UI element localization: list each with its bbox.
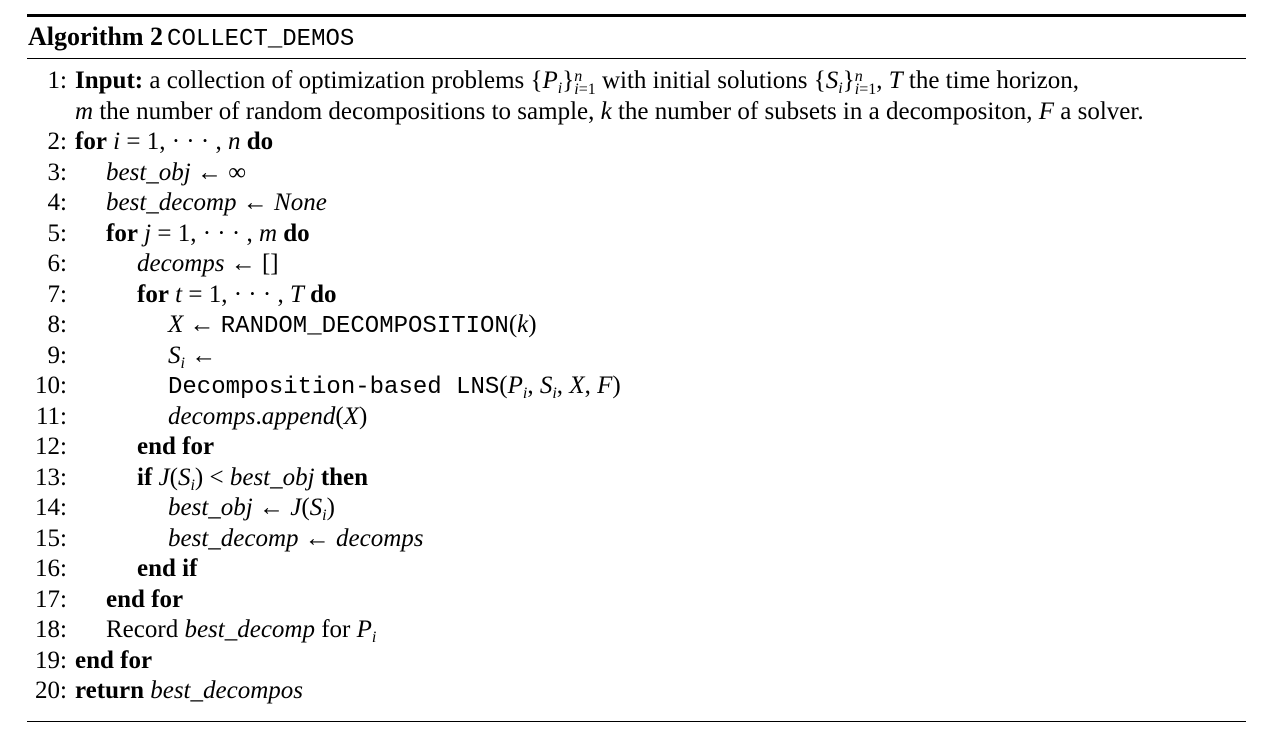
line-content: best_obj ← ∞ — [106, 158, 247, 186]
line-content: if $J(S_i)$ < best_obj then — [137, 463, 369, 494]
algorithm-box — [27, 0, 1246, 742]
line-number: 4: — [47, 189, 67, 216]
line-content: for t = 1, · · · , T do — [137, 280, 337, 308]
algorithm-line — [27, 493, 1246, 524]
line-content: $S_i$ ← — [168, 341, 217, 372]
line-number: 1: — [47, 67, 67, 94]
line-number: 17: — [35, 585, 67, 613]
algorithm-line — [27, 341, 1246, 372]
line-content: return best_decompos — [75, 677, 303, 704]
line-content: end if — [137, 555, 198, 582]
algorithm-name: COLLECT_DEMOS — [167, 26, 355, 53]
algorithm-line — [27, 371, 1246, 402]
line-number: 14: — [35, 494, 67, 521]
algorithm-line — [27, 463, 1246, 494]
line-content: best_decomp ← None — [106, 189, 327, 216]
line-content: m the number of random decompositions to sample, k the number of subsets in a decompositon, F a solver. — [75, 97, 1144, 125]
algorithm-line — [27, 127, 1246, 158]
line-number: 12: — [35, 433, 67, 460]
line-content: decomps.append(X) — [168, 402, 368, 430]
line-content: best_decomp ← decomps — [168, 524, 424, 552]
top-rule — [27, 14, 1246, 17]
line-number: 6: — [47, 250, 67, 277]
line-number: 3: — [47, 158, 67, 186]
line-number: 9: — [47, 341, 67, 369]
header-rule — [27, 58, 1246, 59]
algorithm-line — [27, 646, 1246, 677]
line-content: end for — [75, 646, 153, 674]
algorithm-body — [27, 66, 1246, 707]
algorithm-line — [27, 219, 1246, 250]
line-number: 11: — [35, 402, 67, 430]
algorithm-line — [27, 676, 1246, 707]
line-content: end for — [137, 433, 215, 460]
algorithm-line — [27, 158, 1246, 189]
line-number: 19: — [35, 646, 67, 674]
line-content: Record best_decomp for $P_i$ — [106, 616, 377, 646]
algorithm-line — [27, 280, 1246, 311]
line-content: Decomposition-based $LNS(P_i$, $S_i$, X, F) — [168, 372, 621, 402]
line-number: 7: — [47, 280, 67, 308]
line-number: 20: — [35, 677, 67, 704]
line-number: 15: — [35, 524, 67, 552]
algorithm-line — [27, 585, 1246, 616]
line-number: 16: — [35, 555, 67, 582]
line-number: 8: — [47, 311, 67, 338]
line-number: 18: — [35, 616, 67, 643]
algorithm-line — [27, 524, 1246, 555]
line-content: best_obj ← $J(S_i)$ — [168, 494, 335, 524]
line-content: end for — [106, 585, 184, 613]
line-number: 5: — [47, 219, 67, 247]
algorithm-title — [28, 21, 354, 56]
algorithm-line — [27, 188, 1246, 219]
line-content: decomps ← [] — [137, 250, 279, 277]
line-number: 13: — [35, 463, 67, 491]
line-content: Input: a collection of optimization problems $\{P_i\}$ n i=1 with initial solutions $\{S_i\}$ n i=1 , T the time horizon, — [75, 67, 1079, 98]
bottom-rule — [27, 721, 1246, 722]
algorithm-label: Algorithm 2 — [28, 22, 164, 51]
line-number: 10: — [35, 372, 67, 399]
line-content: for i = 1, · · · , n do — [75, 128, 274, 155]
algorithm-line — [27, 432, 1246, 463]
algorithm-line — [27, 97, 1246, 128]
algorithm-line — [27, 249, 1246, 280]
algorithm-line — [27, 66, 1246, 97]
algorithm-line — [27, 615, 1246, 646]
line-content: X ← RANDOM_DECOMPOSITION(k) — [168, 311, 537, 340]
algorithm-line — [27, 310, 1246, 341]
algorithm-line — [27, 402, 1246, 433]
line-number: 2: — [47, 128, 67, 155]
algorithm-line — [27, 554, 1246, 585]
line-content: for j = 1, · · · , m do — [106, 219, 310, 247]
